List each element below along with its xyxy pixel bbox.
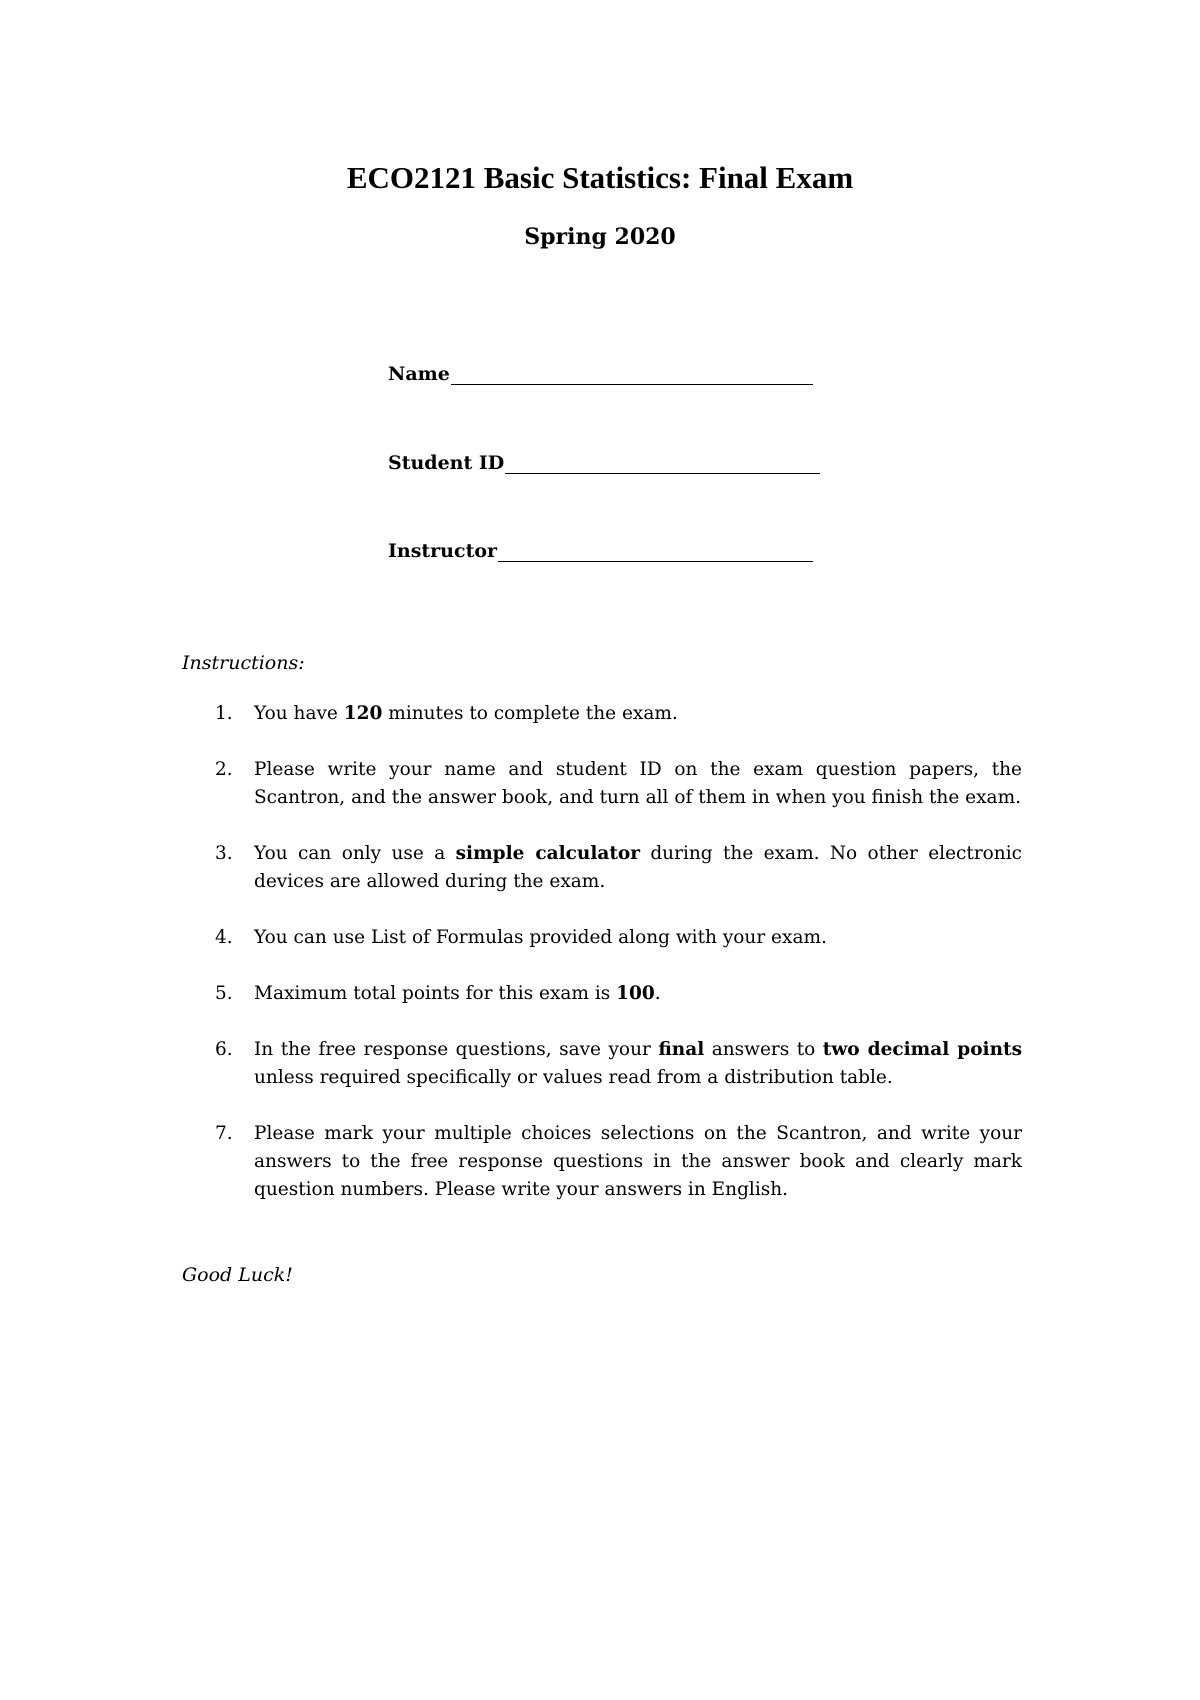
name-field-label: Name (388, 363, 450, 385)
list-item (182, 980, 1022, 1008)
list-item-emphasis: 120 (343, 703, 383, 724)
list-item-emphasis: two decimal points (822, 1039, 1022, 1060)
list-item-number: 7. (215, 1123, 233, 1144)
instructor-field-line[interactable] (498, 541, 813, 562)
exam-title: ECO2121 Basic Statistics: Final Exam (346, 160, 854, 195)
name-field-line[interactable] (451, 364, 813, 385)
instructions-heading: Instructions: (182, 652, 305, 674)
list-item-number: 2. (215, 759, 233, 780)
list-item (182, 700, 1022, 728)
instructions-list (182, 700, 1022, 1232)
list-item-text: answers to (704, 1039, 823, 1060)
closing-text: Good Luck! (182, 1264, 293, 1286)
list-item-number: 4. (215, 927, 233, 948)
list-item-text: In the free response questions, save your (254, 1039, 659, 1060)
list-item-text: Please mark your multiple choices selections on the Scantron, and write your answers to the free response questions in the answer book and clearly mark question numbers. Please write your answers in English. (254, 1123, 1022, 1200)
list-item-text: Maximum total points for this exam is (254, 983, 617, 1004)
list-item (182, 1120, 1022, 1204)
list-item-number: 6. (215, 1039, 233, 1060)
student-id-field-label: Student ID (388, 452, 505, 474)
student-id-field-line[interactable] (505, 453, 820, 474)
list-item-text: during the exam. No other electronic devices are allowed during the exam. (254, 843, 1022, 892)
list-item-text: . (654, 983, 661, 1004)
instructor-field-label: Instructor (388, 540, 498, 562)
list-item-emphasis: simple calculator (455, 843, 640, 864)
list-item (182, 840, 1022, 896)
list-item-text: Please write your name and student ID on the exam question papers, the Scantron, and the answer book, and turn all of them in when you finish the exam. (254, 759, 1022, 808)
list-item-text: unless required specifically or values read from a distribution table. (254, 1067, 893, 1088)
list-item-text: You can only use a (254, 843, 456, 864)
list-item (182, 1036, 1022, 1092)
list-item (182, 756, 1022, 812)
instructor-field[interactable] (388, 540, 813, 562)
list-item-number: 1. (215, 703, 233, 724)
student-id-field[interactable] (388, 452, 820, 474)
list-item-number: 5. (215, 983, 233, 1004)
list-item-emphasis: 100 (616, 983, 655, 1004)
list-item (182, 924, 1022, 952)
list-item-emphasis: final (658, 1039, 705, 1060)
list-item-text: You have (254, 703, 344, 724)
list-item-text: minutes to complete the exam. (382, 703, 678, 724)
list-item-number: 3. (215, 843, 233, 864)
list-item-text: You can use List of Formulas provided along with your exam. (254, 927, 827, 948)
name-field[interactable] (388, 363, 813, 385)
exam-term: Spring 2020 (524, 224, 676, 250)
